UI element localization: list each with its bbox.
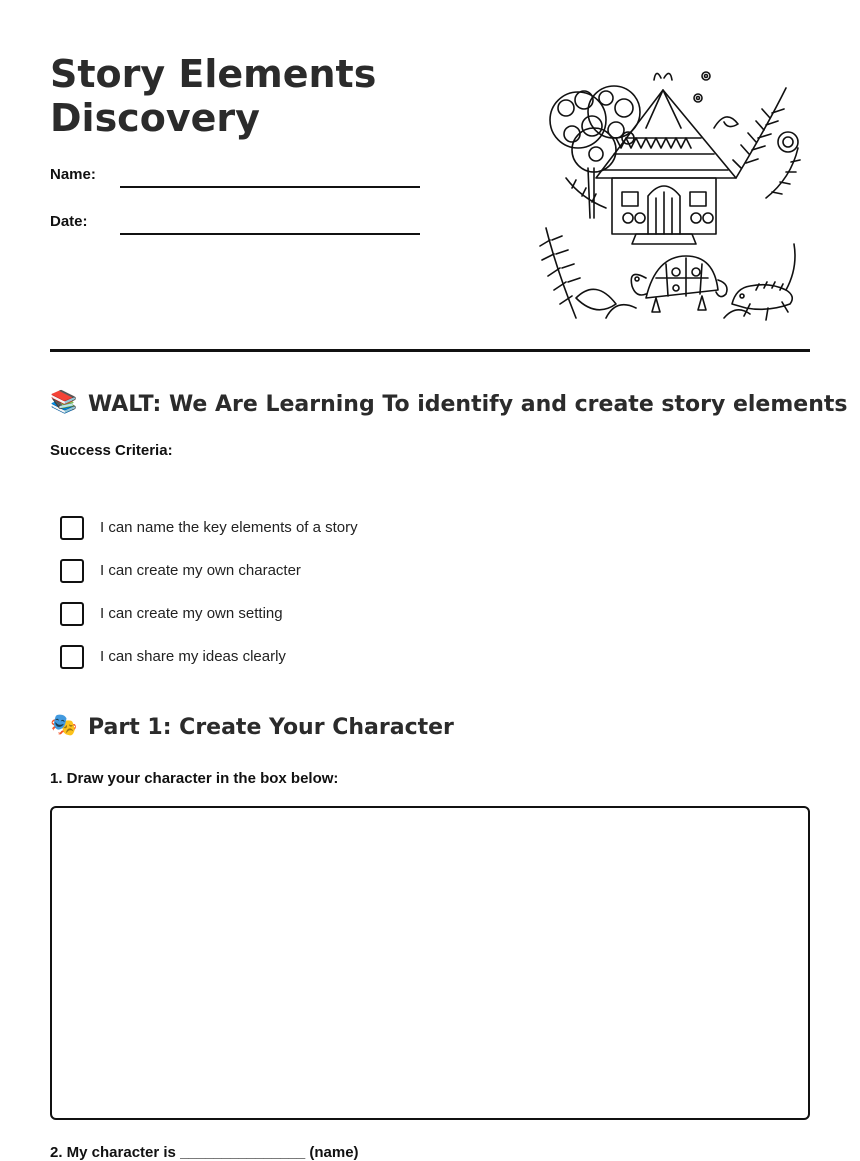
list-item [60, 635, 358, 678]
list-item [60, 549, 358, 592]
worksheet-page [50, 0, 848, 1161]
fern-icon [733, 88, 800, 198]
title-line-1: Story Elements [50, 52, 377, 96]
criterion-checkbox[interactable] [60, 559, 84, 583]
success-criteria-label: Success Criteria: [50, 442, 173, 459]
lizard-icon [732, 244, 795, 320]
jungle-hut-illustration [536, 68, 806, 328]
criterion-label: I can share my ideas clearly [100, 648, 286, 665]
date-label: Date: [50, 213, 88, 230]
criterion-label: I can name the key elements of a story [100, 519, 358, 536]
question-2-label: 2. My character is _______________ (name) [50, 1144, 359, 1161]
name-field[interactable] [120, 186, 420, 188]
criterion-checkbox[interactable] [60, 645, 84, 669]
tree-canopy-icon [550, 86, 640, 218]
walt-heading [50, 390, 847, 418]
criterion-label: I can create my own setting [100, 605, 283, 622]
question-1-label: 1. Draw your character in the box below: [50, 770, 339, 787]
criterion-label: I can create my own character [100, 562, 301, 579]
date-field[interactable] [120, 233, 420, 235]
part1-heading [50, 713, 454, 741]
criterion-checkbox[interactable] [60, 516, 84, 540]
theater-masks-icon: 🎭 [50, 713, 78, 738]
header-divider [50, 349, 810, 352]
page-title [50, 52, 490, 140]
part1-heading-text: Part 1: Create Your Character [88, 714, 454, 740]
hut-icon [596, 73, 736, 244]
criterion-checkbox[interactable] [60, 602, 84, 626]
character-drawing-box[interactable] [50, 806, 810, 1120]
books-icon: 📚 [50, 390, 78, 415]
list-item [60, 592, 358, 635]
title-line-2: Discovery [50, 96, 260, 140]
turtle-icon [631, 256, 727, 312]
name-label: Name: [50, 166, 96, 183]
success-criteria-list [60, 506, 358, 678]
list-item [60, 506, 358, 549]
walt-heading-text: WALT: We Are Learning To identify and create story elements [88, 391, 848, 417]
